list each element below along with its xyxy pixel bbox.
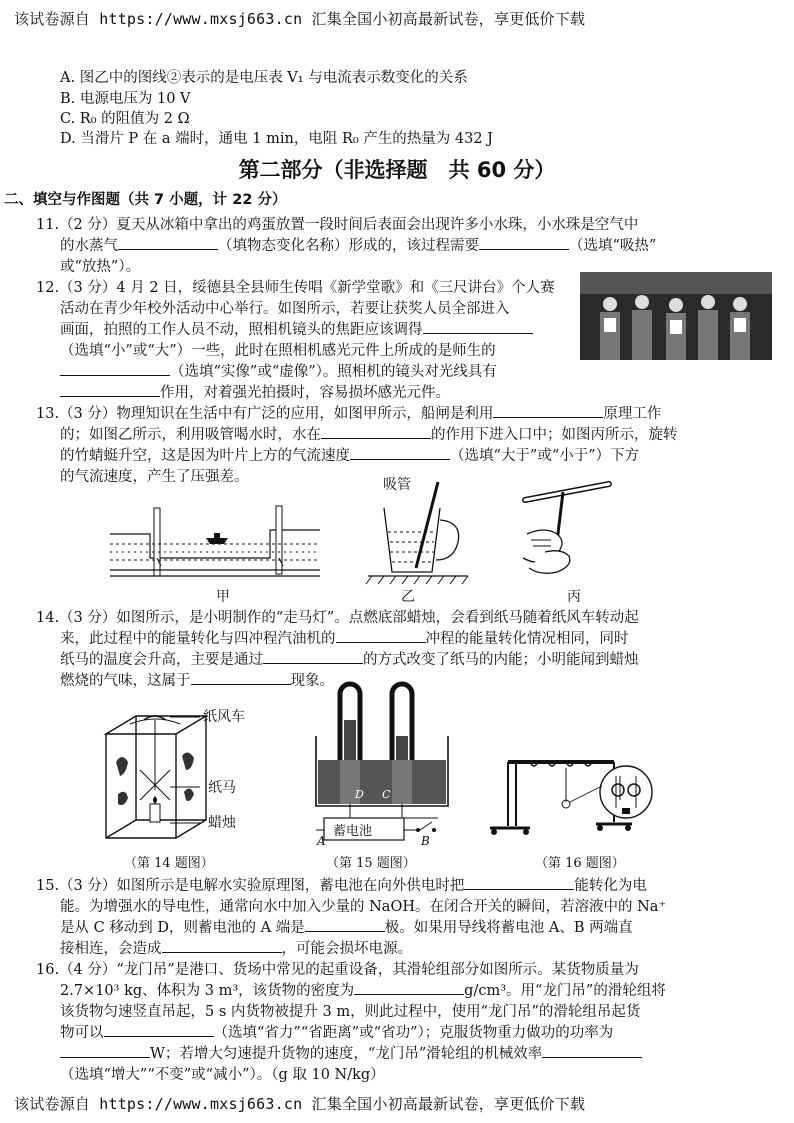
page-footer-watermark: 该试卷源自 https://www.mxsj663.cn 汇集全国小初高最新试卷，享更低价下载 [14,1095,586,1113]
q13-blank3[interactable] [350,446,450,460]
electrode-c-label: C [382,788,391,801]
page-header-watermark: 该试卷源自 https://www.mxsj663.cn 汇集全国小初高最新试卷，享更低价下载 [14,10,586,28]
q16-line2: 2.7×10³ kg、体积为 3 m³，该货物的密度为 g/cm³。用“龙门吊”的滑轮组将 [60,983,666,999]
label-paper-horse: 纸马 [208,780,236,796]
q14-caption: （第 14 题图） [124,856,214,871]
label-candle: 蜡烛 [208,815,236,831]
option-a: A. 图乙中的图线②表示的是电压表 V₁ 与电流表示数变化的关系 [60,70,468,86]
fig-label-yi: 乙 [401,589,415,605]
q14-line4: 燃烧的气味，这属于 现象。 [60,673,334,689]
option-b: B. 电源电压为 10 V [60,91,191,107]
electrode-d-label: D [355,788,364,801]
q16-blank3[interactable] [60,1044,150,1058]
q13-blank2[interactable] [321,425,431,439]
q13-blank1[interactable] [493,404,603,418]
q15-figure-electrolysis [308,680,458,848]
q13-line1: 13.（3 分）物理知识在生活中有广泛的应用，如图甲所示，船闸是利用 原理工作 [36,406,662,422]
q12-line1: 12.（3 分）4 月 2 日，绥德县全县师生传唱《新学堂歌》和《三尺讲台》个人赛 [36,280,555,296]
q16-line3: 该货物匀速竖直吊起，5 s 内货物被提升 3 m，则此过程中，使用“龙门吊”的滑轮组吊起货 [60,1004,641,1020]
q16-line1: 16.（4 分）“龙门吊”是港口、货场中常见的起重设备，其滑轮组部分如图所示。某货物质量为 [36,962,639,978]
q12-line2: 活动在青少年校外活动中心举行。如图所示，若要让获奖人员全部进入 [60,301,510,317]
q15-line2: 能。为增强水的导电性，通常向水中加入少量的 NaOH。在闭合开关的瞬间，若溶液中的 Na⁺ [60,899,667,915]
q15-blank3[interactable] [162,939,282,953]
q13-figure-bamboo-dragonfly [505,478,615,578]
q16-figure-gantry-crane [486,736,682,836]
option-c: C. R₀ 的阻值为 2 Ω [60,111,190,127]
q15-line3: 是从 C 移动到 D，则蓄电池的 A 端是 极。如果用导线将蓄电池 A、B 两端直 [60,920,633,936]
q12-blank1[interactable] [423,320,533,334]
q12-line5: （选填“实像”或“虚像”）。照相机的镜头对光线具有 [60,360,497,381]
straw-label: 吸管 [383,477,411,493]
q15-blank1[interactable] [464,876,574,890]
q16-line6: （选填“增大”“不变”或“减小”）。（g 取 10 N/kg） [60,1067,385,1083]
option-d: D. 当滑片 P 在 a 端时，通电 1 min，电阻 R₀ 产生的热量为 432 J [60,131,493,147]
q16-caption: （第 16 题图） [535,856,625,871]
fig-label-jia: 甲 [216,589,230,605]
q12-line4: （选填“小”或“大”）一些，此时在照相机感光元件上所成的是师生的 [60,343,496,359]
q14-blank1[interactable] [336,629,426,643]
q12-line3: 画面，拍照的工作人员不动，照相机镜头的焦距应该调得 [60,318,533,339]
q11-blank2[interactable] [479,236,569,250]
q15-line1: 15.（3 分）如图所示是电解水实验原理图，蓄电池在向外供电时把 能转化为电 [36,878,647,894]
q11-line3: 或“放热”）。 [60,259,141,275]
q12-blank2[interactable] [60,362,170,376]
q11-line2: 的水蒸气 （填物态变化名称）形成的，该过程需要 （选填“吸热” [60,238,657,254]
q16-blank1[interactable] [354,981,464,995]
fig-label-bing: 丙 [567,589,581,605]
q16-blank4[interactable] [542,1044,642,1058]
q14-line3: 纸马的温度会升高，主要是通过 的方式改变了纸马的内能；小明能闻到蜡烛 [60,652,639,668]
terminal-a-label: A [317,834,326,848]
q13-figure-cup-straw [368,490,478,586]
q14-line1: 14.（3 分）如图所示，是小明制作的“走马灯”。点燃底部蜡烛，会看到纸马随着纸风车转动起 [36,610,639,626]
q11-line1: 11.（2 分）夏天从冰箱中拿出的鸡蛋放置一段时间后表面会出现许多小水珠，小水珠是空气中 [36,217,639,233]
q14-line2: 来，此过程中的能量转化与四冲程汽油机的 冲程的能量转化情况相同，同时 [60,631,629,647]
q13-figure-ship-lock [110,500,320,588]
q15-caption: （第 15 题图） [326,856,416,871]
q12-blank3[interactable] [60,383,160,397]
q11-blank1[interactable] [118,236,218,250]
q14-blank2[interactable] [263,650,363,664]
q15-blank2[interactable] [305,918,385,932]
section-title: 二、填空与作图题（共 7 小题，计 22 分） [4,192,287,208]
q15-line4: 接相连，会造成 ，可能会损坏电源。 [60,941,412,957]
battery-label: 蓄电池 [333,824,373,839]
q13-line4: 的气流速度，产生了压强差。 [60,469,249,485]
q12-line6: 作用，对着强光拍摄时，容易损坏感光元件。 [60,381,450,402]
terminal-b-label: B [421,834,430,848]
q16-line5: W；若增大匀速提升货物的速度，“龙门吊”滑轮组的机械效率 [60,1042,642,1063]
q13-line3: 的竹蜻蜓升空，这是因为叶片上方的气流速度 （选填“大于”或“小于”）下方 [60,448,640,464]
q13-line2: 的；如图乙所示，利用吸管喝水时，水在 的作用下进入口中；如图丙所示，旋转 [60,427,678,443]
part-two-title: 第二部分（非选择题 共 60 分） [238,158,556,182]
q16-blank2[interactable] [104,1023,214,1037]
q14-blank3[interactable] [191,671,291,685]
q12-photo [580,272,772,360]
label-paper-windmill: 纸风车 [203,709,245,725]
q16-line4: 物可以 （选填“省力”“省距离”或“省功”）；克服货物重力做功的功率为 [60,1025,614,1041]
